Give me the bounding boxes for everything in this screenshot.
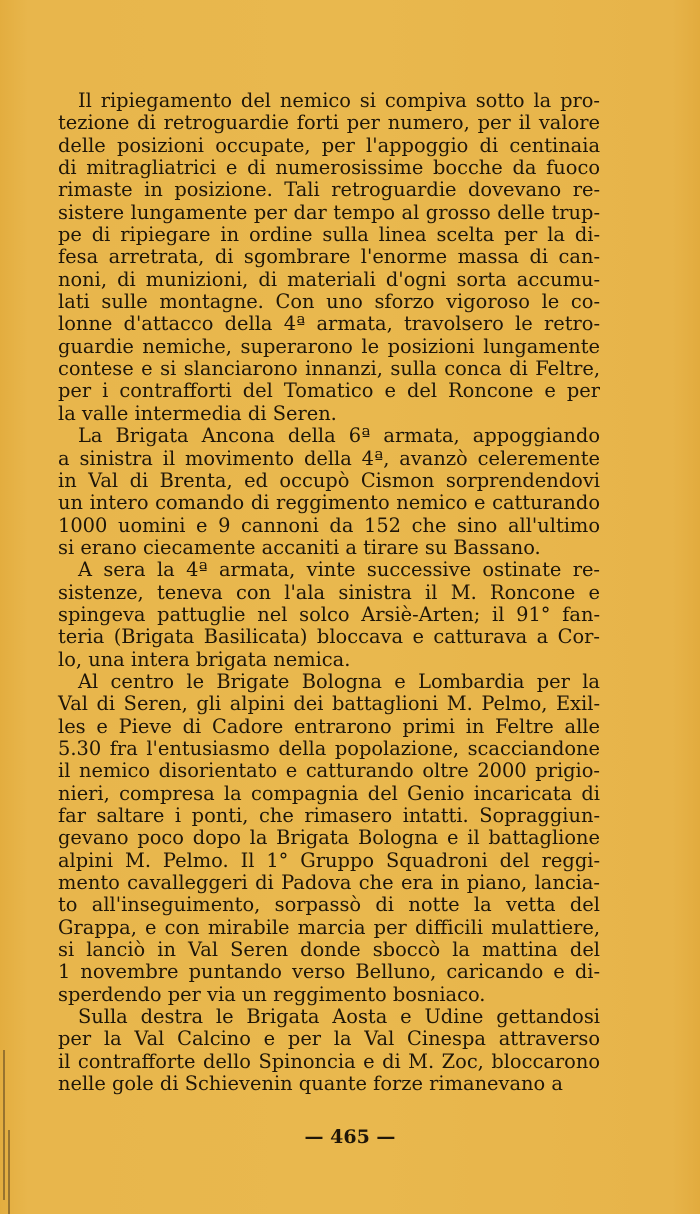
text-line: tezione di retroguardie forti per numero, per il valore <box>58 112 600 135</box>
text-line: A sera la 4ª armata, vinte successive ostinate re- <box>78 559 600 582</box>
text-line: il contrafforte dello Spinoncia e di M. Zoc, bloccarono <box>58 1050 600 1073</box>
text-line: un intero comando di reggimento nemico e catturando <box>58 492 600 515</box>
text-line: spingeva pattuglie nel solco Arsiè-Arten; il 91° fan- <box>58 603 600 626</box>
paragraph <box>38 1006 600 1095</box>
text-line: la valle intermedia di Seren. <box>58 402 337 425</box>
text-line: les e Pieve di Cadore entrarono primi in Feltre alle <box>58 715 600 738</box>
text-line: per la Val Calcino e per la Val Cinespa attraverso <box>58 1028 600 1051</box>
text-line: delle posizioni occupate, per l'appoggio di centinaia <box>58 134 600 157</box>
text-line: La Brigata Ancona della 6ª armata, appoggiando <box>78 425 600 448</box>
text-line: 1000 uomini e 9 cannoni da 152 che sino all'ultimo <box>58 514 600 537</box>
text-line: per i contrafforti del Tomatico e del Roncone e per <box>58 380 600 403</box>
paragraph <box>38 90 600 425</box>
text-line: il nemico disorientato e catturando oltre 2000 prigio- <box>58 760 600 783</box>
text-line: alpini M. Pelmo. Il 1° Gruppo Squadroni del reggi- <box>58 849 600 872</box>
text-line: Grappa, e con mirabile marcia per difficili mulattiere, <box>58 916 600 939</box>
text-line: to all'inseguimento, sorpassò di notte la vetta del <box>58 894 600 917</box>
text-line: Al centro le Brigate Bologna e Lombardia per la <box>78 670 600 693</box>
text-line: Val di Seren, gli alpini dei battaglioni M. Pelmo, Exil- <box>58 693 600 716</box>
text-line: teria (Brigata Basilicata) bloccava e catturava a Cor- <box>58 626 600 649</box>
text-line: si lanciò in Val Seren donde sboccò la mattina del <box>58 939 600 962</box>
page-number: — 465 — <box>304 1126 396 1148</box>
text-line: in Val di Brenta, ed occupò Cismon sorprendendovi <box>58 469 600 492</box>
text-line: 5.30 fra l'entusiasmo della popolazione, scacciandone <box>58 737 600 760</box>
text-line: sperdendo per via un reggimento bosniaco. <box>58 983 486 1006</box>
text-line: Sulla destra le Brigata Aosta e Udine gettandosi <box>78 1006 600 1029</box>
text-line: guardie nemiche, superarono le posizioni lungamente <box>58 335 600 358</box>
text-line: far saltare i ponti, che rimasero intatti. Sopraggiun- <box>58 805 600 827</box>
text-line: gevano poco dopo la Brigata Bologna e il battaglione <box>58 827 600 850</box>
text-line: contese e si slanciarono innanzi, sulla conca di Feltre, <box>58 358 600 381</box>
body-text <box>38 90 600 1095</box>
text-line: mento cavalleggeri di Padova che era in piano, lancia- <box>58 872 600 895</box>
text-line: lo, una intera brigata nemica. <box>58 648 351 671</box>
text-line: si erano ciecamente accaniti a tirare su Bassano. <box>58 536 541 559</box>
paragraph <box>38 671 600 1006</box>
text-line: a sinistra il movimento della 4ª, avanzò celeremente <box>58 447 600 470</box>
text-line: rimaste in posizione. Tali retroguardie dovevano re- <box>58 179 600 202</box>
text-line: lonne d'attacco della 4ª armata, travolsero le retro- <box>58 313 600 336</box>
text-line: 1 novembre puntando verso Belluno, caricando e di- <box>58 961 600 984</box>
text-line: fesa arretrata, di sgombrare l'enorme massa di can- <box>58 246 600 269</box>
text-line: di mitragliatrici e di numerosissime bocche da fuoco <box>58 157 600 180</box>
text-line: sistere lungamente per dar tempo al grosso delle trup- <box>58 201 600 224</box>
paragraph <box>38 559 600 671</box>
text-line: noni, di munizioni, di materiali d'ogni sorta accumu- <box>58 268 600 291</box>
text-line: lati sulle montagne. Con uno sforzo vigoroso le co- <box>58 291 600 314</box>
text-line: sistenze, teneva con l'ala sinistra il M. Roncone e <box>58 581 600 604</box>
text-line: Il ripiegamento del nemico si compiva sotto la pro- <box>78 90 600 112</box>
text-line: pe di ripiegare in ordine sulla linea scelta per la di- <box>58 224 600 247</box>
text-line: nelle gole di Schievenin quante forze rimanevano a <box>58 1073 563 1096</box>
page-edge-mark <box>3 1050 5 1200</box>
text-line: nieri, compresa la compagnia del Genio incaricata di <box>58 782 600 805</box>
paragraph <box>38 425 600 559</box>
